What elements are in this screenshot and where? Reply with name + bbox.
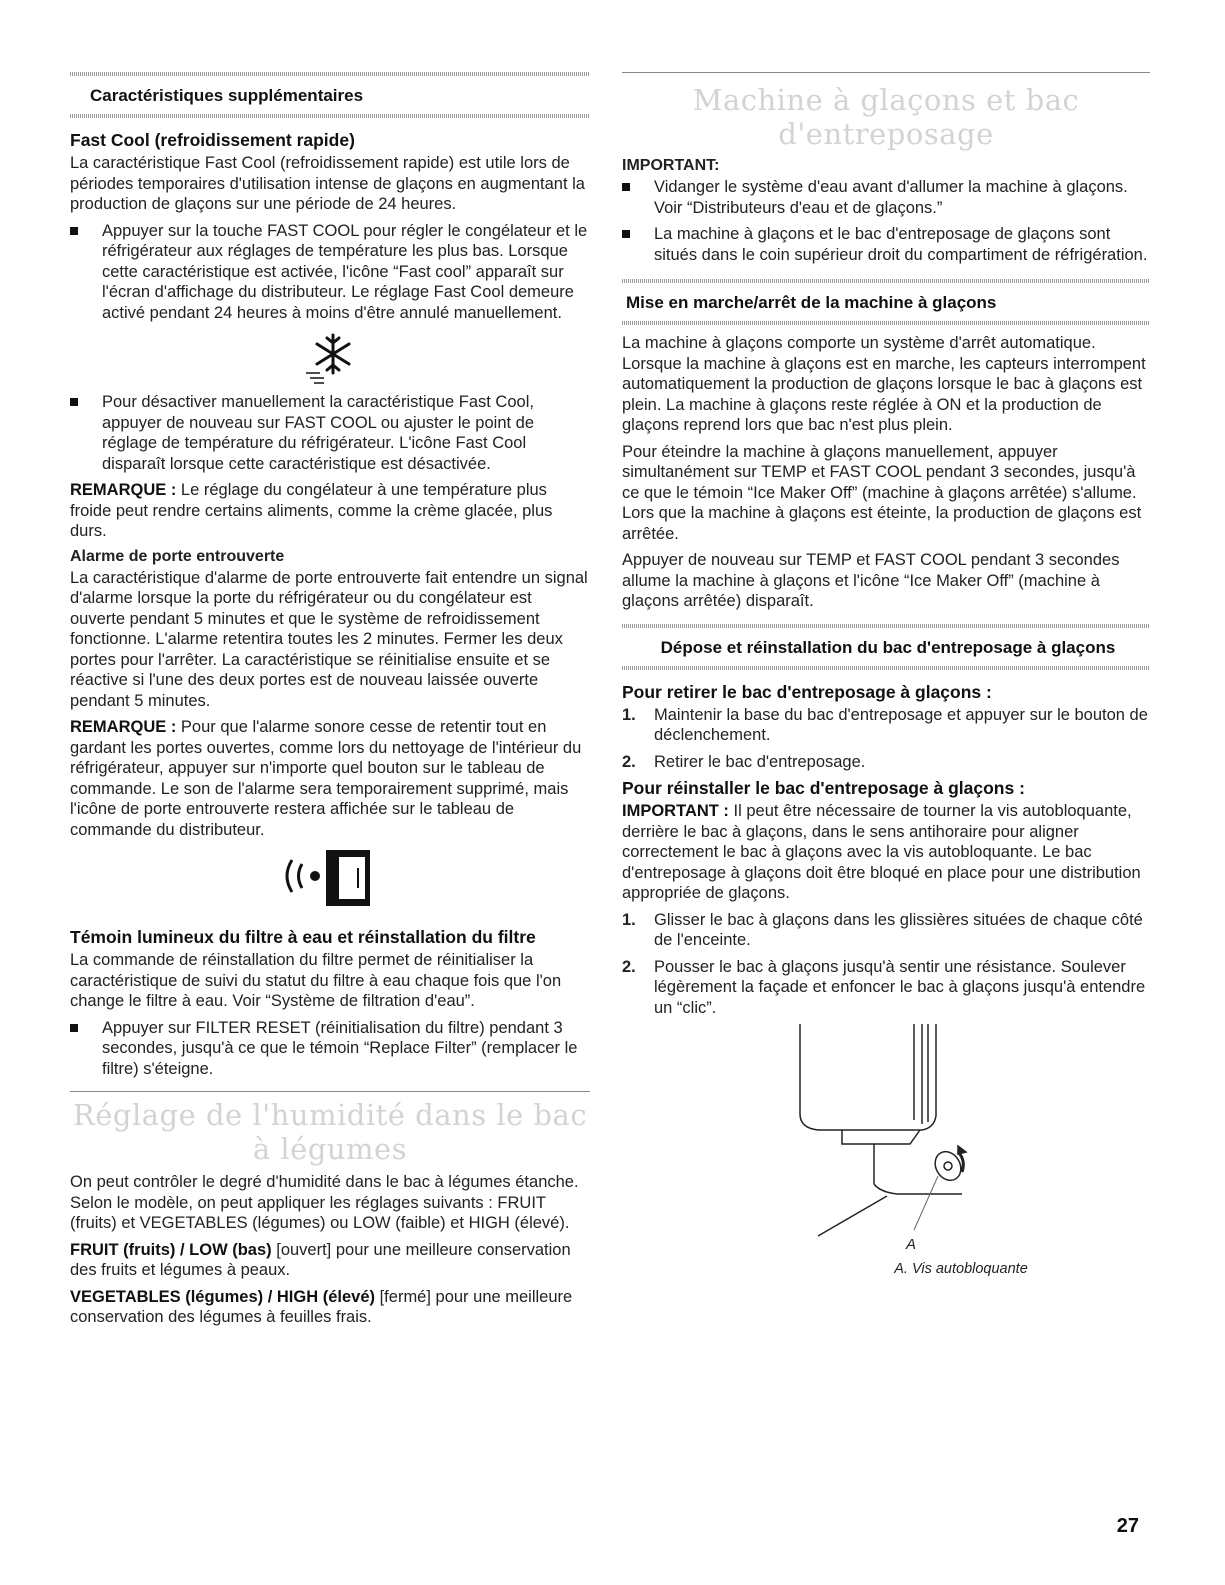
right-column bbox=[622, 72, 1150, 1277]
section-divider bbox=[70, 114, 590, 118]
remove-bin-heading: Pour retirer le bac d'entreposage à glaçons : bbox=[622, 681, 992, 702]
door-ajar-icon-wrap bbox=[70, 846, 590, 915]
section-divider bbox=[622, 666, 1150, 670]
fast-cool-intro: La caractéristique Fast Cool (refroidissement rapide) est utile lors de périodes temporaires d'utilisation intense de glaçons en augmentant la production de glaçons sur une période de 24 heures. bbox=[70, 154, 585, 213]
humidity-vegetables bbox=[70, 1287, 590, 1328]
step-text: Retirer le bac d'entreposage. bbox=[654, 752, 866, 771]
important-bullet-2: La machine à glaçons et le bac d'entreposage de glaçons sont situés dans le coin supérieur droit du compartiment de réfrigération. bbox=[622, 224, 1150, 265]
remove-step-2 bbox=[622, 752, 1150, 773]
section-heading-bin: Dépose et réinstallation du bac d'entreposage à glaçons bbox=[660, 637, 1116, 657]
important-label: IMPORTANT : bbox=[622, 802, 729, 820]
left-column bbox=[70, 72, 590, 1334]
note-text: Pour que l'alarme sonore cesse de retentir tout en gardant les portes ouvertes, comme lors du nettoyage de l'intérieur du réfrigérateur, appuyer sur n'importe quel bouton sur le tableau de commande. Le son de l'alarme sera temporairement supprimé, mais l'icône de porte entrouverte restera affichée sur le tableau de commande du distributeur. bbox=[70, 718, 582, 839]
filter-body: La commande de réinstallation du filtre permet de réinitialiser la caractéristique de suivi du statut du filtre à eau chaque fois que l'on change le filtre à eau. Voir “Système de filtration d'eau”. bbox=[70, 951, 562, 1010]
ice-bin-diagram bbox=[622, 1024, 1150, 1259]
step-number: 2. bbox=[622, 752, 636, 771]
on-off-paragraph-3: Appuyer de nouveau sur TEMP et FAST COOL pendant 3 secondes allume la machine à glaçons et l'icône “Ice Maker Off” (machine à glaçons arrêtée) disparaît. bbox=[622, 551, 1120, 610]
callout-a: A bbox=[906, 1236, 917, 1253]
door-ajar-icon bbox=[270, 846, 390, 910]
fast-cool-note bbox=[70, 480, 590, 542]
fast-cool-icon-wrap bbox=[70, 329, 590, 392]
note-label: REMARQUE : bbox=[70, 481, 177, 499]
humidity-fruit bbox=[70, 1240, 590, 1281]
step-text: Glisser le bac à glaçons dans les glissières situées de chaque côté de l'enceinte. bbox=[654, 910, 1143, 949]
important-text: Il peut être nécessaire de tourner la vis autobloquante, derrière le bac à glaçons, dans le sens antihoraire pour aligner correctement le bac à glaçons avec la vis autobloquante. Le bac d'entreposage à glaçons doit être bloqué en place pour une distribution appropriée de glaçons. bbox=[622, 802, 1141, 902]
figure-caption: A. Vis autobloquante bbox=[894, 1261, 1028, 1277]
section-divider bbox=[622, 321, 1150, 325]
page-number: 27 bbox=[1116, 1515, 1139, 1537]
step-number: 1. bbox=[622, 705, 636, 724]
reinstall-step-2 bbox=[622, 957, 1150, 1019]
fruit-text: [ouvert] pour une meilleure conservation des fruits et légumes à peaux. bbox=[70, 1240, 571, 1279]
door-alarm-body: La caractéristique d'alarme de porte entrouverte fait entendre un signal d'alarme lorsque la porte du réfrigérateur ou du congélateur est ouverte pendant 5 minutes et que le système de refroidissement fonctionne. L'alarme retentira toutes les 2 minutes. Fermer les deux portes pour l'arrêter. La caractéristique se réinitialise ensuite et se réactive si l'une des deux portes est de nouveau laissée ouverte pendant 5 minutes. bbox=[70, 568, 588, 710]
section-heading-extra-features: Caractéristiques supplémentaires bbox=[90, 86, 364, 105]
fast-cool-bullet-on: Appuyer sur la touche FAST COOL pour régler le congélateur et le réfrigérateur aux réglages de température les plus bas. Lorsque cette caractéristique est activée, l'icône “Fast cool” apparaît sur l'écran d'affichage du distributeur. Le réglage Fast Cool demeure activé pendant 24 heures à moins d'être annulé manuellement. bbox=[70, 221, 590, 324]
vegetables-text: [fermé] pour une meilleure conservation des légumes à feuilles frais. bbox=[70, 1287, 573, 1326]
section-heading-on-off: Mise en marche/arrêt de la machine à glaçons bbox=[626, 293, 997, 312]
reinstall-important bbox=[622, 801, 1150, 904]
note-text: Le réglage du congélateur à une température plus froide peut rendre certains aliments, comme la crème glacée, plus durs. bbox=[70, 481, 553, 540]
important-bullet-1: Vidanger le système d'eau avant d'allumer la machine à glaçons. Voir “Distributeurs d'eau et de glaçons.” bbox=[622, 177, 1150, 218]
filter-bullet: Appuyer sur FILTER RESET (réinitialisation du filtre) pendant 3 secondes, jusqu'à ce que le témoin “Replace Filter” (remplacer le filtre) s'éteigne. bbox=[70, 1018, 590, 1080]
step-number: 1. bbox=[622, 910, 636, 929]
on-off-paragraph-2: Pour éteindre la machine à glaçons manuellement, appuyer simultanément sur TEMP et FAST COOL pendant 3 secondes, jusqu'à ce que le témoin “Ice Maker Off” (machine à glaçons arrêtée) s'allume. Lors que la machine à glaçons est éteinte, la production de glaçons est arrêtée. bbox=[622, 442, 1142, 543]
screw-icon bbox=[930, 1146, 966, 1185]
remove-step-1 bbox=[622, 705, 1150, 746]
reinstall-step-1 bbox=[622, 910, 1150, 951]
on-off-paragraph-1: La machine à glaçons comporte un système d'arrêt automatique. Lorsque la machine à glaçons est en marche, les capteurs interrompent automatiquement la production de glaçons lorsque le bac à glaçons est plein. La machine à glaçons reste réglée à ON et la production de glaçons reprend lors que bac n'est plus plein. bbox=[622, 334, 1146, 434]
step-number: 2. bbox=[622, 957, 636, 976]
fast-cool-snowflake-icon bbox=[300, 329, 360, 387]
door-alarm-heading: Alarme de porte entrouverte bbox=[70, 547, 285, 565]
fast-cool-bullet-off: Pour désactiver manuellement la caractéristique Fast Cool, appuyer de nouveau sur FAST COOL ou ajuster le point de réglage de température du réfrigérateur. L'icône Fast Cool disparaît lorsque cette caractéristique est désactivée. bbox=[70, 392, 590, 474]
filter-heading: Témoin lumineux du filtre à eau et réinstallation du filtre bbox=[70, 927, 536, 947]
ice-maker-section-title: Machine à glaçons et bac d'entreposage bbox=[692, 83, 1080, 151]
ice-bin-illustration bbox=[622, 1024, 1150, 1244]
section-rule bbox=[622, 72, 1150, 73]
important-label: IMPORTANT: bbox=[622, 157, 720, 174]
note-label: REMARQUE : bbox=[70, 718, 177, 736]
door-alarm-note bbox=[70, 717, 590, 840]
humidity-body: On peut contrôler le degré d'humidité dans le bac à légumes étanche. Selon le modèle, on peut appliquer les réglages suivants : FRUIT (fruits) et VEGETABLES (légumes) ou LOW (faible) et HIGH (élevé). bbox=[70, 1173, 579, 1232]
humidity-section-title: Réglage de l'humidité dans le bac à légumes bbox=[72, 1098, 588, 1166]
fruit-label: FRUIT (fruits) / LOW (bas) bbox=[70, 1240, 272, 1259]
reinstall-bin-heading: Pour réinstaller le bac d'entreposage à glaçons : bbox=[622, 778, 1025, 798]
step-text: Maintenir la base du bac d'entreposage et appuyer sur le bouton de déclenchement. bbox=[654, 705, 1148, 744]
fast-cool-heading: Fast Cool (refroidissement rapide) bbox=[70, 130, 355, 150]
vegetables-label: VEGETABLES (légumes) / HIGH (élevé) bbox=[70, 1287, 376, 1306]
section-rule bbox=[70, 1091, 590, 1092]
step-text: Pousser le bac à glaçons jusqu'à sentir une résistance. Soulever légèrement la façade et enfoncer le bac à glaçons jusqu'à entendre un “clic”. bbox=[654, 957, 1146, 1017]
